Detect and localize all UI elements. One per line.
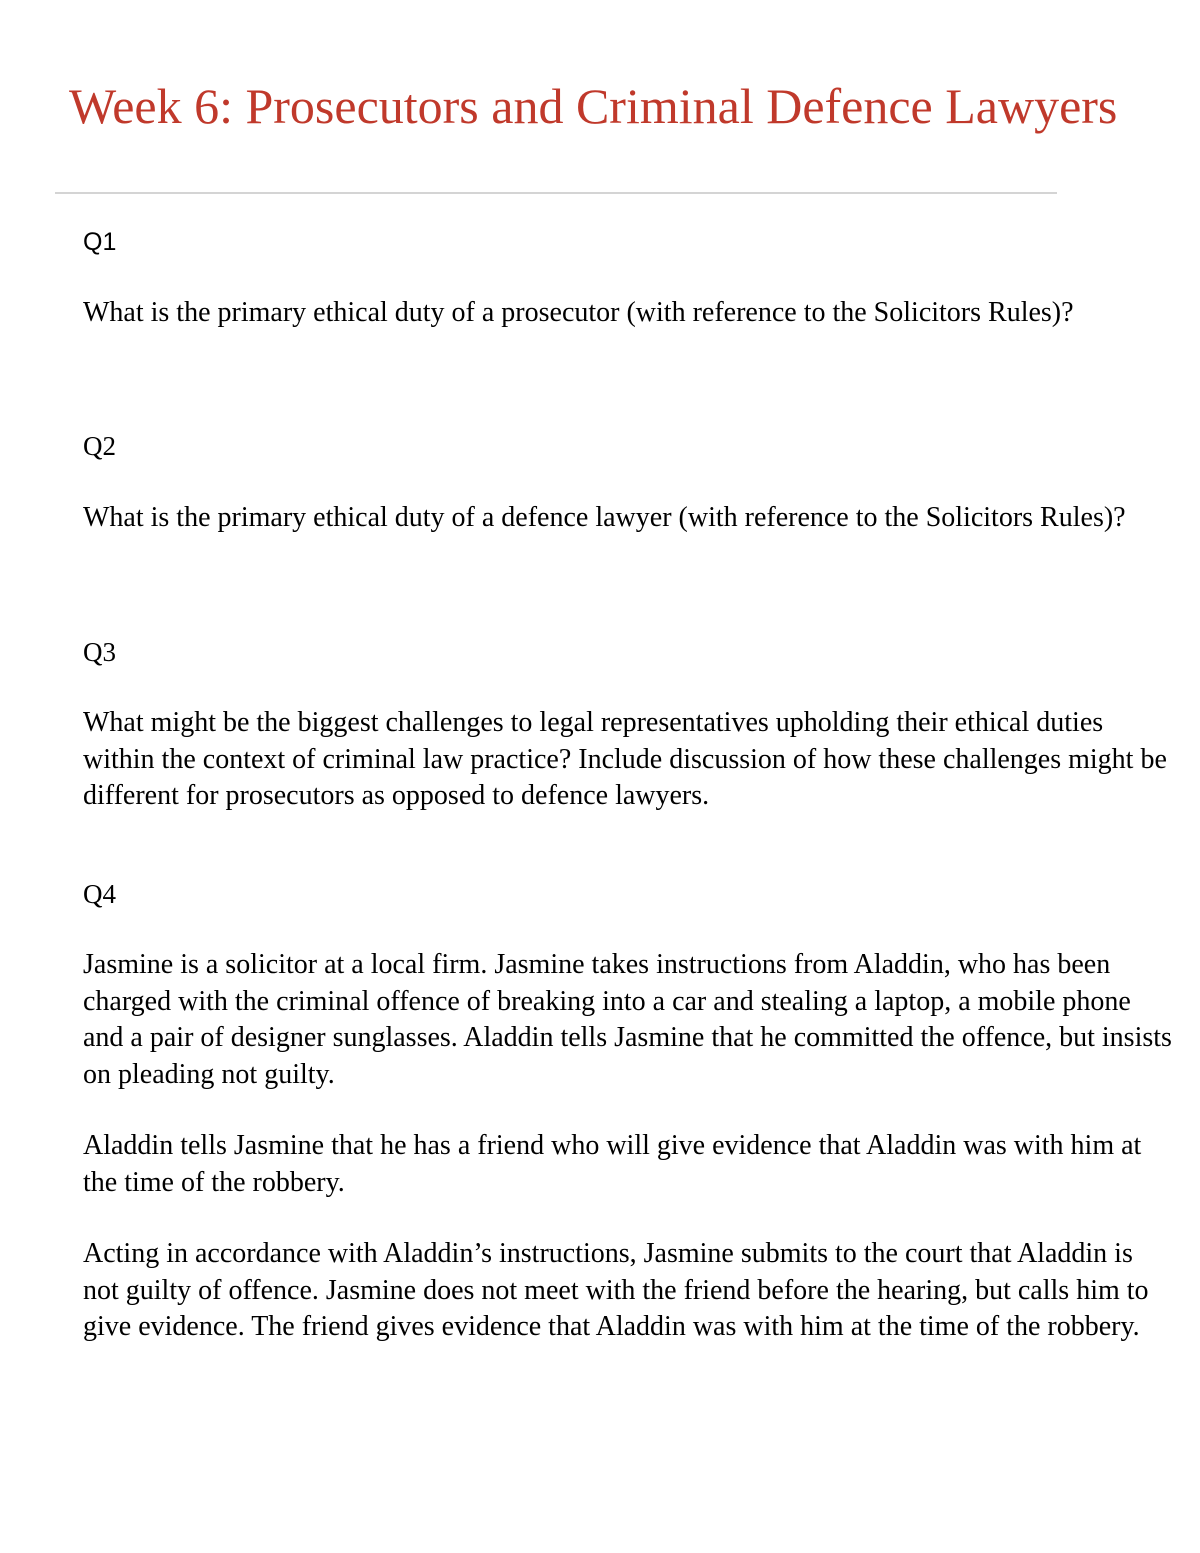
question-text-q4-paragraph-2: Aladdin tells Jasmine that he has a friend who will give evidence that Aladdin was with him at the time of the robbery. [83,1130,1142,1198]
question-label-q2: Q2 [83,431,116,461]
page-title: Week 6: Prosecutors and Criminal Defence Lawyers [69,78,1118,134]
question-text-q4-paragraph-1: Jasmine is a solicitor at a local firm. Jasmine takes instructions from Aladdin, who has been charged with the criminal offence of breaking into a car and stealing a laptop, a mobile phone and a pair of designer sunglasses. Aladdin tells Jasmine that he committed the offence, but insists on pleading not guilty. [83,949,1172,1090]
question-text-q2: What is the primary ethical duty of a defence lawyer (with reference to the Solicitors Rules)? [83,502,1126,533]
question-label-q3: Q3 [83,637,116,667]
question-text-q3: What might be the biggest challenges to legal representatives upholding their ethical duties within the context of criminal law practice? Include discussion of how these challenges might be different for prosecutors as opposed to defence lawyers. [83,707,1167,811]
question-text-q1: What is the primary ethical duty of a prosecutor (with reference to the Solicitors Rules)? [83,297,1074,328]
question-label-q1: Q1 [83,228,117,256]
title-divider [55,192,1057,194]
question-text-q4-paragraph-3: Acting in accordance with Aladdin’s instructions, Jasmine submits to the court that Aladdin is not guilty of offence. Jasmine does not meet with the friend before the hearing, but calls him to give evidence. The friend gives evidence that Aladdin was with him at the time of the robbery. [83,1238,1149,1342]
question-label-q4: Q4 [83,879,116,909]
